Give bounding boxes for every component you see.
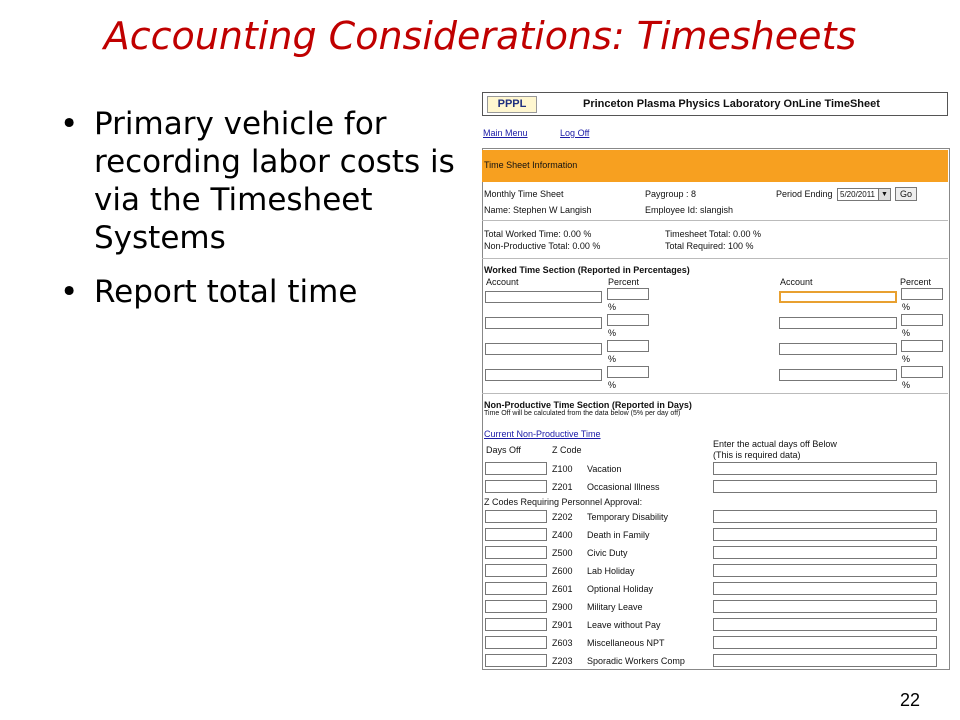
- percent-input[interactable]: [901, 288, 943, 300]
- z-code-description: Civic Duty: [587, 548, 628, 558]
- days-off-input[interactable]: [485, 600, 547, 613]
- account-input[interactable]: [779, 369, 897, 381]
- percent-sign: %: [608, 302, 617, 312]
- info-section-label: Time Sheet Information: [484, 160, 578, 170]
- z-code-label: Z Code: [552, 445, 582, 455]
- days-off-detail-input[interactable]: [713, 564, 937, 577]
- days-off-input[interactable]: [485, 528, 547, 541]
- days-off-input[interactable]: [485, 462, 547, 475]
- account-input[interactable]: [779, 343, 897, 355]
- paygroup-label: Paygroup : 8: [645, 189, 697, 199]
- bullet-item: [60, 273, 460, 311]
- days-off-input[interactable]: [485, 480, 547, 493]
- percent-input[interactable]: [607, 288, 649, 300]
- percent-label-right: Percent: [900, 277, 932, 287]
- z-code-description: Occasional Illness: [587, 482, 660, 492]
- days-off-detail-input[interactable]: [713, 462, 937, 475]
- percent-input[interactable]: [901, 340, 943, 352]
- days-off-input[interactable]: [485, 564, 547, 577]
- percent-sign: %: [902, 380, 911, 390]
- period-ending-label: Period Ending: [776, 189, 833, 199]
- percent-input[interactable]: [607, 314, 649, 326]
- percent-sign: %: [902, 328, 911, 338]
- z-code-description: Lab Holiday: [587, 566, 635, 576]
- account-input[interactable]: [485, 291, 602, 303]
- percent-input[interactable]: [607, 366, 649, 378]
- log-off-link[interactable]: Log Off: [560, 128, 590, 138]
- approval-label: Z Codes Requiring Personnel Approval:: [484, 497, 643, 507]
- percent-sign: %: [902, 354, 911, 364]
- days-off-input[interactable]: [485, 582, 547, 595]
- days-off-input[interactable]: [485, 654, 547, 667]
- divider: [482, 393, 948, 394]
- employee-id: Employee Id: slangish: [645, 205, 734, 215]
- timesheet-header-title: Princeton Plasma Physics Laboratory OnLine TimeSheet: [583, 98, 880, 110]
- account-input[interactable]: [485, 317, 602, 329]
- bullet-list: [60, 105, 460, 327]
- percent-sign: %: [902, 302, 911, 312]
- non-productive-total: Non-Productive Total: 0.00 %: [484, 241, 601, 251]
- days-off-input[interactable]: [485, 510, 547, 523]
- timesheet-total: Timesheet Total: 0.00 %: [665, 229, 762, 239]
- z-code: Z601: [552, 584, 573, 594]
- percent-sign: %: [608, 328, 617, 338]
- period-ending-value: 5/20/2011: [840, 190, 875, 199]
- nonprod-note: Time Off will be calculated from the data below (5% per day off): [484, 410, 681, 417]
- account-label-right: Account: [780, 277, 813, 287]
- page-number: 22: [899, 690, 920, 710]
- bullet-item: [60, 105, 460, 257]
- bullet-text: Report total time: [94, 274, 358, 310]
- z-code: Z500: [552, 548, 573, 558]
- days-off-detail-input[interactable]: [713, 618, 937, 631]
- days-off-detail-input[interactable]: [713, 600, 937, 613]
- z-code: Z201: [552, 482, 573, 492]
- period-ending-select[interactable]: [837, 188, 891, 201]
- employee-name: Name: Stephen W Langish: [484, 205, 592, 215]
- percent-sign: %: [608, 380, 617, 390]
- worked-section-title: Worked Time Section (Reported in Percentages): [484, 265, 690, 275]
- z-code-description: Optional Holiday: [587, 584, 654, 594]
- days-off-detail-input[interactable]: [713, 636, 937, 649]
- nonprod-section-title: Non-Productive Time Section (Reported in Days): [484, 400, 692, 410]
- pppl-logo: PPPL: [487, 96, 537, 113]
- z-code: Z202: [552, 512, 573, 522]
- slide-title: Accounting Considerations: Timesheets: [103, 14, 857, 58]
- bullet-text: Primary vehicle for recording labor costs is via the Timesheet Systems: [94, 106, 455, 256]
- z-code-description: Sporadic Workers Comp: [587, 656, 685, 666]
- top-links: [483, 128, 619, 138]
- bullet-icon: •: [60, 274, 79, 310]
- monthly-label: Monthly Time Sheet: [484, 189, 564, 199]
- timesheet-header: [482, 92, 948, 116]
- z-code: Z203: [552, 656, 573, 666]
- percent-input[interactable]: [901, 314, 943, 326]
- days-off-detail-input[interactable]: [713, 528, 937, 541]
- total-worked: Total Worked Time: 0.00 %: [484, 229, 592, 239]
- z-code-description: Temporary Disability: [587, 512, 669, 522]
- days-off-detail-input[interactable]: [713, 480, 937, 493]
- info-section-bar: [482, 150, 948, 182]
- divider: [482, 258, 948, 259]
- days-off-label: Days Off: [486, 445, 521, 455]
- z-code: Z100: [552, 464, 573, 474]
- z-code-description: Miscellaneous NPT: [587, 638, 665, 648]
- chevron-down-icon: ▼: [878, 189, 890, 200]
- bullet-icon: •: [60, 106, 79, 142]
- z-code: Z603: [552, 638, 573, 648]
- days-off-detail-input[interactable]: [713, 510, 937, 523]
- percent-input[interactable]: [901, 366, 943, 378]
- days-off-input[interactable]: [485, 618, 547, 631]
- go-button[interactable]: Go: [895, 187, 917, 201]
- days-off-input[interactable]: [485, 636, 547, 649]
- enter-days-line1: Enter the actual days off Below: [713, 439, 837, 449]
- account-input[interactable]: [485, 343, 602, 355]
- z-code-description: Military Leave: [587, 602, 643, 612]
- z-code: Z600: [552, 566, 573, 576]
- account-input[interactable]: [779, 291, 897, 303]
- z-code: Z400: [552, 530, 573, 540]
- account-input[interactable]: [779, 317, 897, 329]
- account-input[interactable]: [485, 369, 602, 381]
- days-off-detail-input[interactable]: [713, 582, 937, 595]
- divider: [482, 220, 948, 221]
- percent-sign: %: [608, 354, 617, 364]
- timesheet-screenshot: [480, 90, 952, 670]
- enter-days-line2: (This is required data): [713, 450, 801, 460]
- z-code-description: Leave without Pay: [587, 620, 661, 630]
- main-menu-link[interactable]: Main Menu: [483, 128, 528, 138]
- days-off-detail-input[interactable]: [713, 654, 937, 667]
- days-off-detail-input[interactable]: [713, 546, 937, 559]
- account-label-left: Account: [486, 277, 519, 287]
- z-code-description: Vacation: [587, 464, 622, 474]
- z-code: Z900: [552, 602, 573, 612]
- z-code-description: Death in Family: [587, 530, 650, 540]
- current-nonprod-link[interactable]: Current Non-Productive Time: [484, 429, 601, 439]
- percent-input[interactable]: [607, 340, 649, 352]
- percent-label-left: Percent: [608, 277, 640, 287]
- total-required: Total Required: 100 %: [665, 241, 754, 251]
- z-code: Z901: [552, 620, 573, 630]
- days-off-input[interactable]: [485, 546, 547, 559]
